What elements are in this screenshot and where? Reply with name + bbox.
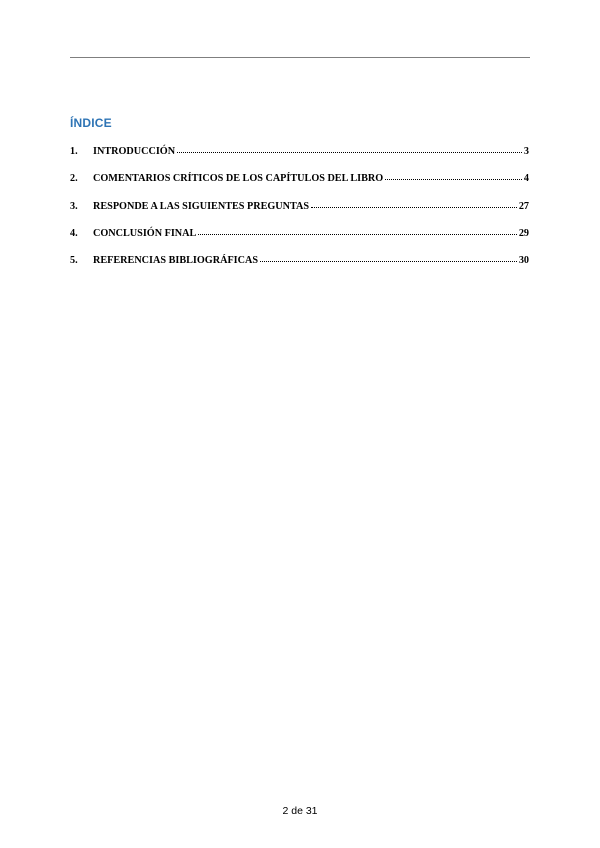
toc-dot-leader <box>198 234 517 235</box>
toc-entry-comentarios[interactable] <box>70 173 529 200</box>
toc-dot-leader <box>177 152 522 153</box>
toc-entry-preguntas[interactable] <box>70 201 529 228</box>
toc-entry-page: 27 <box>518 200 529 212</box>
toc-entry-page: 29 <box>518 227 529 239</box>
toc-entry-page: 3 <box>523 146 529 157</box>
toc-entry-number: 2. <box>70 173 78 185</box>
toc-entry-title: COMENTARIOS CRÍTICOS DE LOS CAPÍTULOS DEL LIBRO <box>93 173 384 185</box>
toc-dot-leader <box>260 261 517 262</box>
header-rule <box>70 57 530 58</box>
toc-dot-leader <box>385 179 522 180</box>
toc-entry-referencias[interactable] <box>70 255 529 282</box>
toc-entry-number: 5. <box>70 255 78 267</box>
toc-entry-page: 30 <box>518 255 529 267</box>
toc-dot-leader <box>311 207 517 208</box>
table-of-contents <box>70 146 529 282</box>
toc-entry-title: INTRODUCCIÓN <box>93 146 176 157</box>
toc-entry-introduccion[interactable] <box>70 146 529 173</box>
toc-entry-title: REFERENCIAS BIBLIOGRÁFICAS <box>93 255 259 267</box>
toc-entry-number: 1. <box>70 146 78 157</box>
toc-entry-title: CONCLUSIÓN FINAL <box>93 227 197 239</box>
toc-entry-number: 3. <box>70 200 78 212</box>
toc-entry-number: 4. <box>70 227 78 239</box>
toc-entry-title: RESPONDE A LAS SIGUIENTES PREGUNTAS <box>93 200 310 212</box>
page-number-footer: 2 de 31 <box>282 805 318 817</box>
toc-title: ÍNDICE <box>70 116 112 130</box>
toc-entry-page: 4 <box>523 173 529 185</box>
toc-entry-conclusion[interactable] <box>70 228 529 255</box>
